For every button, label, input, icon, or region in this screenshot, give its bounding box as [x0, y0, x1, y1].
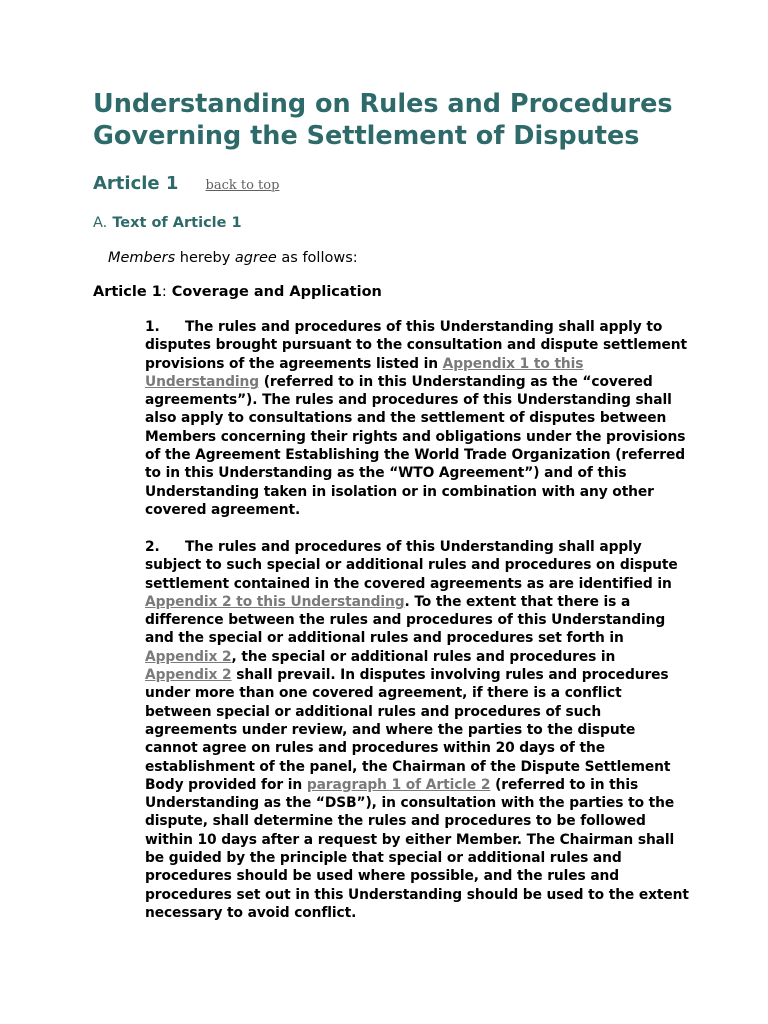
p2-line: establishment of the panel, the Chairman of the Dispute Settlement: [145, 758, 671, 775]
p2-line: [145, 666, 685, 684]
p2-line14-post: (referred to in this: [490, 776, 639, 793]
article-title-colon: :: [161, 284, 167, 300]
title-line-2: Governing the Settlement of Disputes: [93, 121, 640, 151]
p2-line: be guided by the principle that special or additional rules and: [145, 850, 622, 867]
p1-line: [145, 318, 685, 336]
article-title: [93, 284, 382, 300]
p1-line: Members concerning their rights and obligations under the provisions: [145, 428, 686, 445]
section-title: Text of Article 1: [112, 215, 242, 231]
p2-line: [145, 593, 685, 611]
p2-line: and the special or additional rules and procedures set forth in: [145, 630, 624, 647]
paragraph-2: [145, 538, 689, 922]
p2-line8-text: shall prevail. In disputes involving rules and procedures: [231, 667, 669, 684]
p1-number: 1.: [145, 319, 160, 335]
p2-line: necessary to avoid conflict.: [145, 904, 357, 921]
p2-line: difference between the rules and procedures of this Understanding: [145, 612, 666, 629]
section-heading: [93, 215, 242, 231]
p1-line: to in this Understanding as the “WTO Agreement”) and of this: [145, 465, 627, 482]
p2-line: within 10 days after a request by either Member. The Chairman shall: [145, 831, 675, 848]
p2-line: agreements under review, and where the parties to the dispute: [145, 721, 636, 738]
p1-line: covered agreement.: [145, 501, 301, 518]
p2-line: subject to such special or additional rules and procedures on dispute: [145, 557, 678, 574]
p2-line: [145, 776, 685, 794]
p1-line: [145, 373, 685, 391]
agree-word: agree: [234, 250, 277, 266]
hereby-word: hereby: [175, 250, 235, 266]
p2-line: settlement contained in the covered agreements as are identified in: [145, 575, 672, 592]
p2-line4-text: . To the extent that there is a: [404, 593, 631, 610]
p1-line: agreements”). The rules and procedures of this Understanding shall: [145, 392, 672, 409]
title-line-1: Understanding on Rules and Procedures: [93, 89, 673, 119]
p1-line: disputes brought pursuant to the consultation and dispute settlement: [145, 337, 687, 354]
p2-line: dispute, shall determine the rules and procedures to be followed: [145, 813, 646, 830]
p1-line: also apply to consultations and the settlement of disputes between: [145, 410, 667, 427]
p2-line: between special or additional rules and procedures of such: [145, 703, 602, 720]
appendix-2-understanding-link[interactable]: Appendix 2 to this Understanding: [145, 593, 405, 610]
section-letter: A.: [93, 215, 108, 231]
p2-line: procedures set out in this Understanding should be used to the extent: [145, 886, 689, 903]
appendix-1-link-cont[interactable]: Understanding: [145, 373, 260, 390]
paragraph-1: [145, 318, 685, 519]
p2-line1-text: The rules and procedures of this Understanding shall apply: [185, 539, 642, 555]
appendix-2-link-a[interactable]: Appendix 2: [145, 648, 232, 665]
document-title: [93, 88, 673, 152]
as-follows-text: as follows:: [276, 250, 358, 266]
p1-line: Understanding taken in isolation or in combination with any other: [145, 483, 654, 500]
p2-line: cannot agree on rules and procedures within 20 days of the: [145, 740, 606, 757]
p2-line14-text: Body provided for in: [145, 776, 307, 793]
p2-line: under more than one covered agreement, if there is a conflict: [145, 685, 622, 702]
members-intro: [108, 250, 358, 266]
p1-line: of the Agreement Establishing the World Trade Organization (referred: [145, 447, 685, 464]
article-title-label: Article 1: [93, 284, 162, 300]
appendix-2-link-b[interactable]: Appendix 2: [145, 667, 232, 684]
article-heading-row: [93, 173, 279, 194]
paragraph-1-article-2-link[interactable]: paragraph 1 of Article 2: [306, 776, 491, 793]
p2-line: [145, 648, 685, 666]
members-word: Members: [108, 250, 176, 266]
p1-line4-text: (referred to in this Understanding as the “covered: [259, 373, 653, 390]
p2-number: 2.: [145, 539, 160, 555]
p1-line1-text: The rules and procedures of this Understanding shall apply to: [185, 319, 663, 335]
p2-line: procedures should be used where possible, and the rules and: [145, 868, 620, 885]
back-to-top-link[interactable]: back to top: [205, 178, 280, 193]
appendix-1-link[interactable]: Appendix 1 to this: [442, 355, 584, 372]
p1-line3-text: provisions of the agreements listed in: [145, 355, 443, 372]
article-title-text: Coverage and Application: [166, 284, 382, 300]
p2-line7-text: , the special or additional rules and procedures in: [231, 648, 616, 665]
p1-line: [145, 355, 685, 373]
p2-line: [145, 538, 685, 556]
article-heading: Article 1: [93, 173, 179, 194]
p2-line: Understanding as the “DSB”), in consultation with the parties to the: [145, 795, 675, 812]
